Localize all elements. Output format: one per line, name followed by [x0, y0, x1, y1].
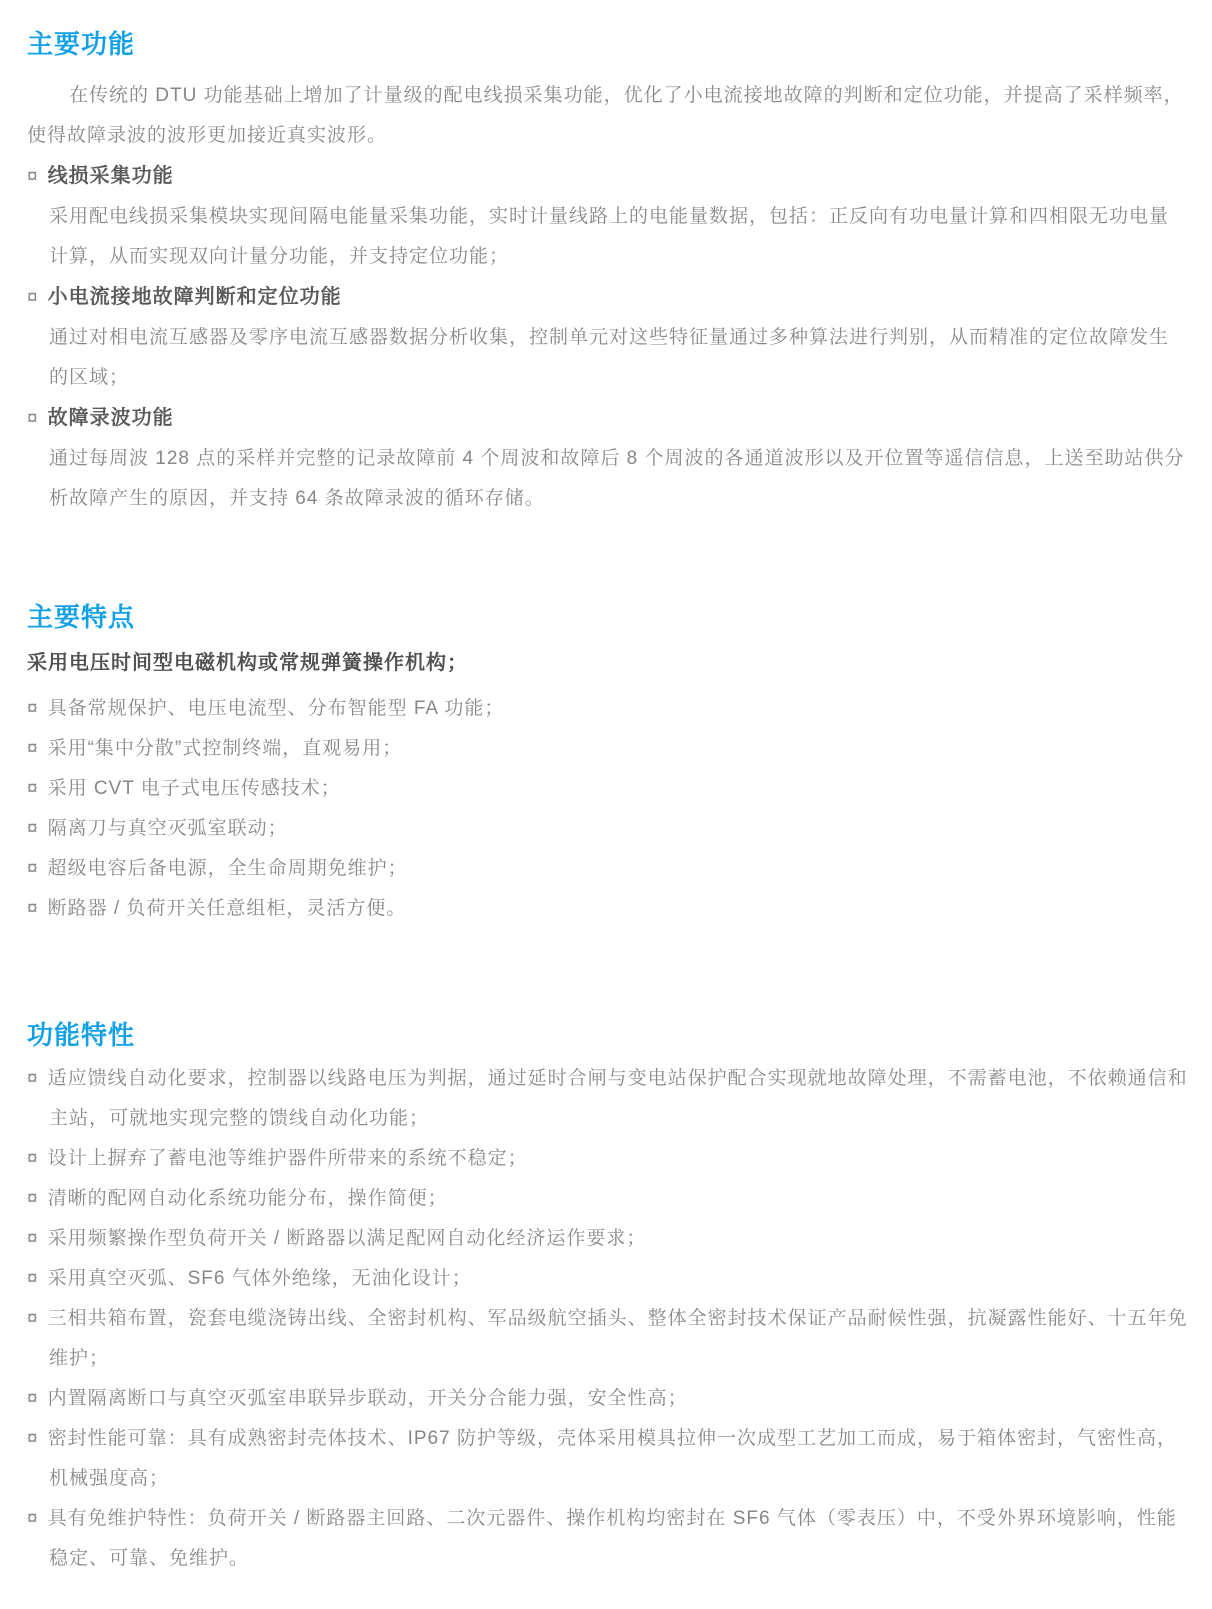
list-item: [27, 849, 1188, 889]
function-item-heading-text: 小电流接地故障判断和定位功能: [47, 286, 342, 308]
list-item: [27, 809, 1188, 849]
list-item-text: 适应馈线自动化要求，控制器以线路电压为判据，通过延时合闸与变电站保护配合实现就地故障处理，不需蓄电池，不依赖通信和主站，可就地实现完整的馈线自动化功能；: [47, 1068, 1188, 1129]
list-item-text: 超级电容后备电源，全生命周期免维护；: [47, 858, 408, 879]
list-item: [27, 1259, 1188, 1299]
list-item-text: 采用“集中分散”式控制终端，直观易用；: [47, 738, 403, 759]
bullet-marker: ¤: [27, 698, 39, 719]
section-title-characteristics: 功能特性: [27, 1020, 136, 1050]
bullet-marker: ¤: [27, 1068, 39, 1089]
list-item-text: 隔离刀与真空灭弧室联动；: [47, 818, 288, 839]
bullet-marker: ¤: [27, 287, 39, 308]
bullet-marker: ¤: [27, 1268, 39, 1289]
list-item: [27, 1419, 1188, 1499]
function-item: [27, 156, 1188, 277]
main-features-lead: 采用电压时间型电磁机构或常规弹簧操作机构；: [27, 652, 468, 674]
list-item: [27, 1059, 1188, 1139]
bullet-marker: ¤: [27, 1188, 39, 1209]
list-item-text: 密封性能可靠：具有成熟密封壳体技术、IP67 防护等级，壳体采用模具拉伸一次成型工艺加工而成，易于箱体密封，气密性高，机械强度高；: [47, 1428, 1177, 1489]
section-title-main-functions: 主要功能: [27, 29, 136, 59]
bullet-marker: ¤: [27, 778, 39, 799]
list-item-text: 采用 CVT 电子式电压传感技术；: [47, 778, 341, 799]
list-item: [27, 1139, 1188, 1179]
bullet-marker: ¤: [27, 858, 39, 879]
bullet-marker: ¤: [27, 898, 39, 919]
function-item-body: 采用配电线损采集模块实现间隔电能量采集功能，实时计量线路上的电能量数据，包括：正反向有功电量计算和四相限无功电量计算，从而实现双向计量分功能，并支持定位功能；: [49, 206, 1170, 267]
section-main-features: [27, 599, 1188, 929]
bullet-marker: ¤: [27, 1428, 39, 1449]
list-item: [27, 889, 1188, 929]
list-item: [27, 689, 1188, 729]
function-item: [27, 277, 1188, 398]
function-item-body: 通过每周波 128 点的采样并完整的记录故障前 4 个周波和故障后 8 个周波的各通道波形以及开位置等遥信信息，上送至助站供分析故障产生的原因，并支持 64 条故障录波的循环存储。: [49, 448, 1185, 509]
function-item-heading: [27, 156, 1188, 197]
characteristics-list: [27, 1059, 1188, 1579]
list-item-text: 三相共箱布置，瓷套电缆浇铸出线、全密封机构、军品级航空插头、整体全密封技术保证产品耐候性强，抗凝露性能好、十五年免维护；: [47, 1308, 1188, 1369]
main-features-list: [27, 689, 1188, 929]
bullet-marker: ¤: [27, 1148, 39, 1169]
bullet-marker: ¤: [27, 166, 39, 187]
list-item-text: 具备常规保护、电压电流型、分布智能型 FA 功能；: [47, 698, 505, 719]
list-item: [27, 1179, 1188, 1219]
section-characteristics: [27, 1017, 1188, 1579]
function-item-body: 通过对相电流互感器及零序电流互感器数据分析收集，控制单元对这些特征量通过多种算法进行判别，从而精准的定位故障发生的区域；: [49, 327, 1170, 388]
list-item: [27, 1219, 1188, 1259]
list-item: [27, 1299, 1188, 1379]
function-item-heading-text: 线损采集功能: [47, 165, 174, 187]
list-item-text: 设计上摒弃了蓄电池等维护器件所带来的系统不稳定；: [47, 1148, 528, 1169]
list-item: [27, 1379, 1188, 1419]
bullet-marker: ¤: [27, 1308, 39, 1329]
section-title-main-features: 主要特点: [27, 602, 136, 632]
list-item-text: 具有免维护特性：负荷开关 / 断路器主回路、二次元器件、操作机构均密封在 SF6 气体（零表压）中，不受外界环境影响，性能稳定、可靠、免维护。: [47, 1508, 1177, 1569]
list-item-text: 内置隔离断口与真空灭弧室串联异步联动，开关分合能力强，安全性高；: [47, 1388, 688, 1409]
bullet-marker: ¤: [27, 1228, 39, 1249]
function-item-heading: [27, 398, 1188, 439]
bullet-marker: ¤: [27, 1388, 39, 1409]
bullet-marker: ¤: [27, 738, 39, 759]
bullet-marker: ¤: [27, 1508, 39, 1529]
list-item-text: 清晰的配网自动化系统功能分布，操作简便；: [47, 1188, 448, 1209]
list-item: [27, 769, 1188, 809]
main-functions-intro: 在传统的 DTU 功能基础上增加了计量级的配电线损采集功能，优化了小电流接地故障的判断和定位功能，并提高了采样频率，使得故障录波的波形更加接近真实波形。: [27, 85, 1184, 146]
list-item-text: 断路器 / 负荷开关任意组柜，灵活方便。: [47, 898, 407, 919]
bullet-marker: ¤: [27, 818, 39, 839]
function-item: [27, 398, 1188, 519]
section-main-functions: [27, 26, 1188, 519]
bullet-marker: ¤: [27, 408, 39, 429]
list-item-text: 采用频繁操作型负荷开关 / 断路器以满足配网自动化经济运作要求；: [47, 1228, 647, 1249]
function-item-heading: [27, 277, 1188, 318]
function-item-heading-text: 故障录波功能: [47, 407, 174, 429]
list-item-text: 采用真空灭弧、SF6 气体外绝缘，无油化设计；: [47, 1268, 472, 1289]
list-item: [27, 1499, 1188, 1579]
list-item: [27, 729, 1188, 769]
